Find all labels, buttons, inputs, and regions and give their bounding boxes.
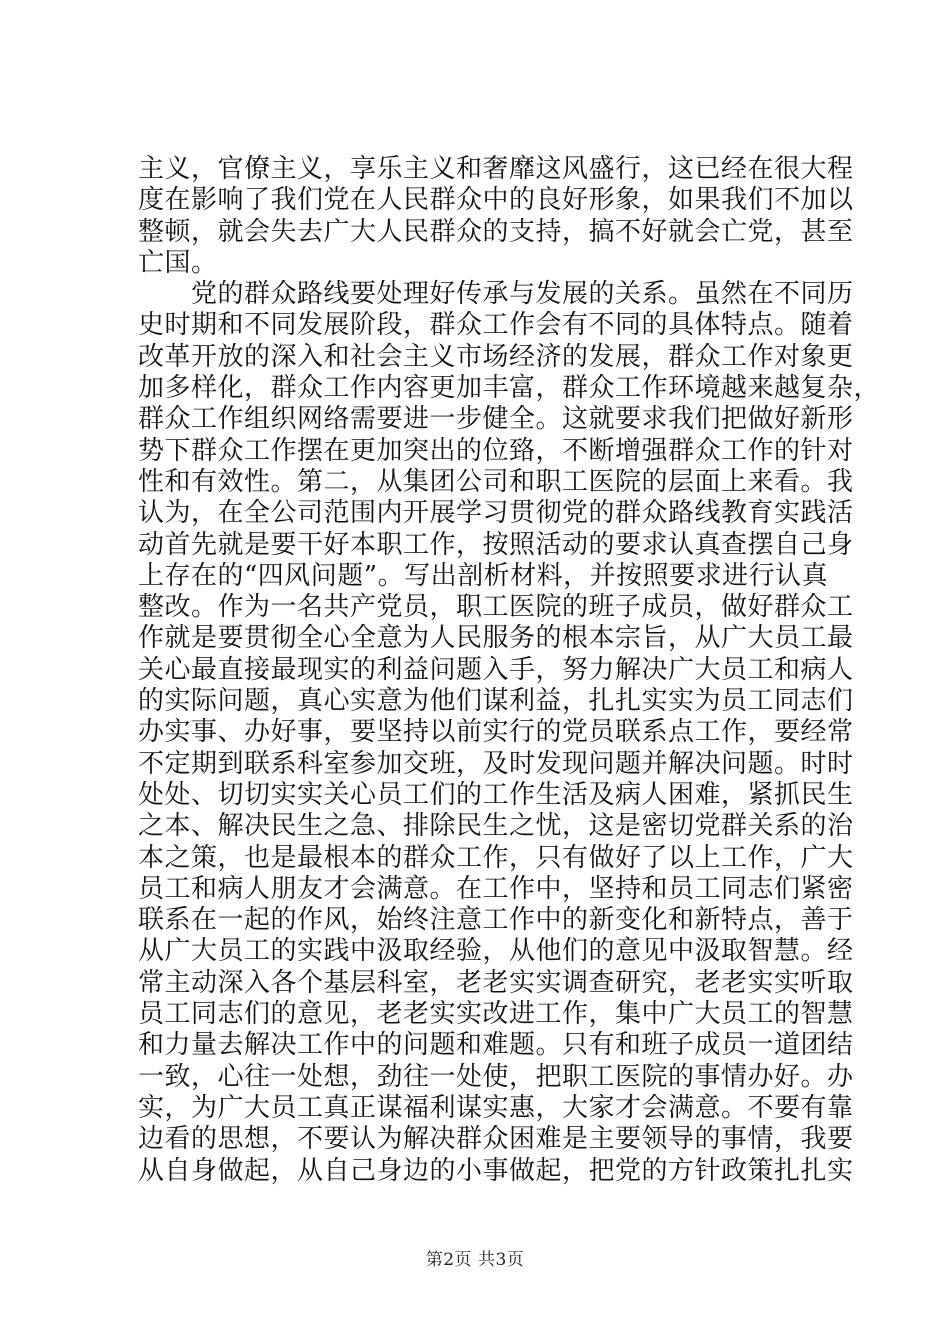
- text-line: 改革开放的深入和社会主义市场经济的发展，群众工作对象更: [138, 341, 854, 372]
- text-line: 关心最直接最现实的利益问题入手，努力解决广大员工和病人: [138, 654, 854, 685]
- text-line: 度在影响了我们党在人民群众中的良好形象，如果我们不加以: [138, 185, 854, 216]
- text-line: 不定期到联系科室参加交班，及时发现问题并解决问题。时时: [138, 748, 854, 779]
- text-line: 从自身做起，从自己身边的小事做起，把党的方针政策扎扎实: [138, 1155, 854, 1186]
- text-line: 本之策，也是最根本的群众工作，只有做好了以上工作，广大: [138, 842, 854, 873]
- text-line: 联系在一起的作风，始终注意工作中的新变化和新特点，善于: [138, 905, 854, 936]
- text-line: 处处、切切实实关心员工们的工作生活及病人困难，紧抓民生: [138, 779, 854, 810]
- text-line: 实，为广大员工真正谋福利谋实惠，大家才会满意。不要有靠: [138, 1092, 854, 1123]
- text-line: 性和有效性。第二，从集团公司和职工医院的层面上来看。我: [138, 466, 854, 497]
- text-line: 认为，在全公司范围内开展学习贯彻党的群众路线教育实践活: [138, 498, 854, 529]
- page-number-footer: 第2页 共3页: [425, 1250, 525, 1270]
- text-line: 势下群众工作摆在更加突出的位臵，不断增强群众工作的针对: [138, 435, 854, 466]
- text-line: 员工同志们的意见，老老实实改进工作，集中广大员工的智慧: [138, 999, 854, 1030]
- text-line: 作就是要贯彻全心全意为人民服务的根本宗旨，从广大员工最: [138, 623, 854, 654]
- text-line: 加多样化，群众工作内容更加丰富，群众工作环境越来越复杂，: [138, 373, 881, 404]
- text-line: 主义，官僚主义，享乐主义和奢靡这风盛行，这已经在很大程: [138, 154, 854, 184]
- text-line: 亡国。: [138, 247, 218, 278]
- text-line: 从广大员工的实践中汲取经验，从他们的意见中汲取智慧。经: [138, 936, 854, 967]
- text-line: 和力量去解决工作中的问题和难题。只有和班子成员一道团结: [138, 1030, 854, 1061]
- text-line: 的实际问题，真心实意为他们谋利益，扎扎实实为员工同志们: [138, 686, 854, 717]
- text-line: 边看的思想，不要认为解决群众困难是主要领导的事情，我要: [138, 1124, 854, 1155]
- text-line: 动首先就是要干好本职工作，按照活动的要求认真查摆自己身: [138, 529, 854, 560]
- text-line: 党的群众路线要处理好传承与发展的关系。虽然在不同历: [138, 279, 854, 310]
- text-line: 之本、解决民生之急、排除民生之忧，这是密切党群关系的治: [138, 811, 854, 842]
- text-line: 整改。作为一名共产党员，职工医院的班子成员，做好群众工: [138, 592, 854, 623]
- text-line: 一致，心往一处想，劲往一处使，把职工医院的事情办好。办: [138, 1061, 854, 1092]
- text-line: 整顿，就会失去广大人民群众的支持，搞不好就会亡党，甚至: [138, 216, 854, 247]
- document-body: [138, 154, 881, 1187]
- text-line: 办实事、办好事，要坚持以前实行的党员联系点工作，要经常: [138, 717, 854, 748]
- text-line: 员工和病人朋友才会满意。在工作中，坚持和员工同志们紧密: [138, 873, 854, 904]
- text-line: 上存在的“四风问题”。写出剖析材料，并按照要求进行认真: [138, 560, 829, 591]
- text-line: 群众工作组织网络需要进一步健全。这就要求我们把做好新形: [138, 404, 854, 435]
- text-line: 常主动深入各个基层科室，老老实实调查研究，老老实实听取: [138, 967, 854, 998]
- text-line: 史时期和不同发展阶段，群众工作会有不同的具体特点。随着: [138, 310, 854, 341]
